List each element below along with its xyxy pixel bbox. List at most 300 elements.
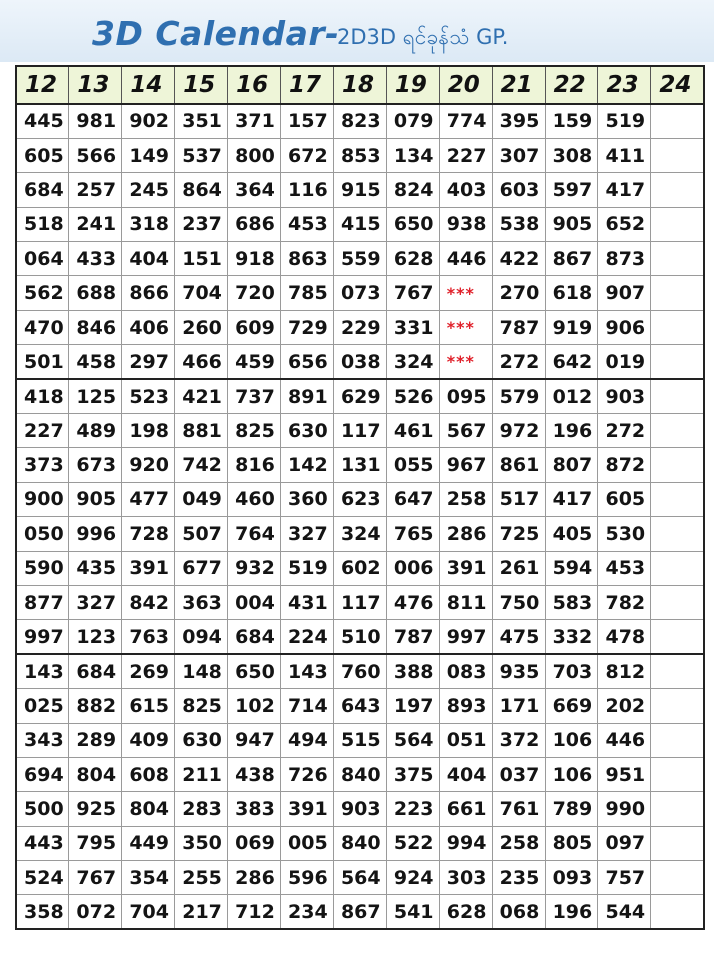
table-row [16, 689, 704, 723]
result-cell: 012 [545, 379, 598, 413]
result-cell: 694 [16, 757, 69, 791]
result-cell: 630 [281, 414, 334, 448]
header-row [16, 66, 704, 104]
result-cell: 605 [16, 138, 69, 172]
result-cell: 767 [69, 861, 122, 895]
column-header: 12 [16, 66, 69, 104]
result-cell: 324 [386, 345, 439, 379]
result-cell: 258 [439, 482, 492, 516]
result-cell: 684 [16, 173, 69, 207]
result-cell: 449 [122, 826, 175, 860]
result-cell: 500 [16, 792, 69, 826]
result-cell: 688 [69, 276, 122, 310]
result-cell: 825 [175, 689, 228, 723]
result-cell: 404 [122, 242, 175, 276]
result-cell: 935 [492, 654, 545, 688]
table-row [16, 861, 704, 895]
result-cell: 642 [545, 345, 598, 379]
result-cell: 811 [439, 585, 492, 619]
result-cell: 742 [175, 448, 228, 482]
result-cell: 025 [16, 689, 69, 723]
result-cell: 272 [598, 414, 651, 448]
result-cell: 881 [175, 414, 228, 448]
result-cell: 628 [439, 895, 492, 929]
result-cell: 297 [122, 345, 175, 379]
result-cell: 421 [175, 379, 228, 413]
result-cell: 906 [598, 310, 651, 344]
result-cell: 461 [386, 414, 439, 448]
result-cell: 669 [545, 689, 598, 723]
result-cell: 764 [228, 517, 281, 551]
result-cell: 159 [545, 104, 598, 138]
result-cell: 286 [439, 517, 492, 551]
result-cell: 997 [16, 620, 69, 654]
result-cell: 257 [69, 173, 122, 207]
result-cell: 019 [598, 345, 651, 379]
result-cell: 650 [386, 207, 439, 241]
result-cell: 258 [492, 826, 545, 860]
result-cell: 900 [16, 482, 69, 516]
result-cell: 466 [175, 345, 228, 379]
result-cell: 358 [16, 895, 69, 929]
result-cell: 446 [439, 242, 492, 276]
result-cell: 765 [386, 517, 439, 551]
result-cell: 686 [228, 207, 281, 241]
result-cell: 134 [386, 138, 439, 172]
result-cell: 224 [281, 620, 334, 654]
result-cell: 049 [175, 482, 228, 516]
result-cell: 417 [598, 173, 651, 207]
result-cell: 608 [122, 757, 175, 791]
column-header: 23 [598, 66, 651, 104]
result-cell: 515 [333, 723, 386, 757]
result-cell: 609 [228, 310, 281, 344]
result-cell: 470 [16, 310, 69, 344]
result-cell: *** [439, 276, 492, 310]
result-cell: 260 [175, 310, 228, 344]
result-cell: 891 [281, 379, 334, 413]
result-cell: 363 [175, 585, 228, 619]
result-cell: 517 [492, 482, 545, 516]
column-header: 15 [175, 66, 228, 104]
result-cell: 148 [175, 654, 228, 688]
result-cell: 143 [281, 654, 334, 688]
result-cell [651, 310, 704, 344]
result-cell: 804 [69, 757, 122, 791]
result-cell: 438 [228, 757, 281, 791]
result-cell: 714 [281, 689, 334, 723]
result-cell: 038 [333, 345, 386, 379]
result-cell: 526 [386, 379, 439, 413]
result-cell: 143 [16, 654, 69, 688]
result-cell: 255 [175, 861, 228, 895]
result-cell [651, 414, 704, 448]
result-cell [651, 826, 704, 860]
table-row [16, 482, 704, 516]
result-cell: 903 [333, 792, 386, 826]
result-cell: *** [439, 345, 492, 379]
result-cell: 050 [16, 517, 69, 551]
result-cell: 004 [228, 585, 281, 619]
column-header: 17 [281, 66, 334, 104]
result-cell: 324 [333, 517, 386, 551]
result-cell: 861 [492, 448, 545, 482]
result-cell: 064 [16, 242, 69, 276]
result-cell: 364 [228, 173, 281, 207]
result-cell: 417 [545, 482, 598, 516]
result-cell: 197 [386, 689, 439, 723]
result-cell: 918 [228, 242, 281, 276]
result-cell: 673 [69, 448, 122, 482]
table-row [16, 826, 704, 860]
result-cell: 805 [545, 826, 598, 860]
result-cell [651, 242, 704, 276]
result-cell: 102 [228, 689, 281, 723]
result-cell: 866 [122, 276, 175, 310]
result-cell: 824 [386, 173, 439, 207]
column-header: 21 [492, 66, 545, 104]
result-cell: 947 [228, 723, 281, 757]
result-cell: 583 [545, 585, 598, 619]
result-cell: 073 [333, 276, 386, 310]
result-cell: 289 [69, 723, 122, 757]
result-cell [651, 138, 704, 172]
result-cell: 123 [69, 620, 122, 654]
result-cell: 629 [333, 379, 386, 413]
result-cell [651, 207, 704, 241]
result-cell: 893 [439, 689, 492, 723]
result-cell: 403 [439, 173, 492, 207]
table-row [16, 585, 704, 619]
result-cell: 594 [545, 551, 598, 585]
result-cell: 564 [386, 723, 439, 757]
table-row [16, 173, 704, 207]
result-cell: 579 [492, 379, 545, 413]
result-cell: 728 [122, 517, 175, 551]
result-cell: 494 [281, 723, 334, 757]
table-row [16, 310, 704, 344]
result-cell: 567 [439, 414, 492, 448]
result-cell: 720 [228, 276, 281, 310]
result-cell: 097 [598, 826, 651, 860]
result-cell: 938 [439, 207, 492, 241]
table-row [16, 723, 704, 757]
result-cell [651, 551, 704, 585]
result-cell: 996 [69, 517, 122, 551]
result-cell: 283 [175, 792, 228, 826]
result-cell: 269 [122, 654, 175, 688]
result-cell: 371 [228, 104, 281, 138]
result-cell: 924 [386, 861, 439, 895]
table-row [16, 242, 704, 276]
result-cell: 261 [492, 551, 545, 585]
result-cell: 842 [122, 585, 175, 619]
result-cell [651, 448, 704, 482]
table-row [16, 517, 704, 551]
result-cell: 272 [492, 345, 545, 379]
result-cell: 005 [281, 826, 334, 860]
result-cell: 863 [281, 242, 334, 276]
result-cell: 757 [598, 861, 651, 895]
column-header: 18 [333, 66, 386, 104]
result-cell: 117 [333, 585, 386, 619]
result-cell: 332 [545, 620, 598, 654]
result-cell: 211 [175, 757, 228, 791]
result-cell: 404 [439, 757, 492, 791]
result-cell: 094 [175, 620, 228, 654]
table-row [16, 207, 704, 241]
result-cell: 519 [281, 551, 334, 585]
result-cell: 151 [175, 242, 228, 276]
result-cell: 782 [598, 585, 651, 619]
result-cell: 867 [545, 242, 598, 276]
result-cell: 541 [386, 895, 439, 929]
result-cell: 142 [281, 448, 334, 482]
result-cell: 475 [492, 620, 545, 654]
result-cell: 198 [122, 414, 175, 448]
result-cell: 458 [69, 345, 122, 379]
result-cell: 650 [228, 654, 281, 688]
calendar-table [15, 65, 705, 930]
result-cell: 905 [69, 482, 122, 516]
column-header: 13 [69, 66, 122, 104]
result-cell: 903 [598, 379, 651, 413]
table-row [16, 104, 704, 138]
result-cell: 915 [333, 173, 386, 207]
result-cell: 864 [175, 173, 228, 207]
result-cell: 443 [16, 826, 69, 860]
result-cell: 478 [598, 620, 651, 654]
result-cell: 431 [281, 585, 334, 619]
column-header: 20 [439, 66, 492, 104]
table-row [16, 620, 704, 654]
result-cell: 602 [333, 551, 386, 585]
result-cell: 235 [492, 861, 545, 895]
result-cell: 605 [598, 482, 651, 516]
result-cell: 522 [386, 826, 439, 860]
page-title: 3D Calendar- [92, 14, 340, 53]
result-cell: 055 [386, 448, 439, 482]
result-cell: 840 [333, 826, 386, 860]
result-cell: *** [439, 310, 492, 344]
result-cell: 628 [386, 242, 439, 276]
result-cell: 354 [122, 861, 175, 895]
table-row [16, 895, 704, 929]
result-cell: 237 [175, 207, 228, 241]
result-cell: 907 [598, 276, 651, 310]
result-cell: 375 [386, 757, 439, 791]
result-cell: 760 [333, 654, 386, 688]
result-cell: 652 [598, 207, 651, 241]
result-cell: 083 [439, 654, 492, 688]
result-cell: 774 [439, 104, 492, 138]
result-cell: 643 [333, 689, 386, 723]
result-cell: 405 [545, 517, 598, 551]
result-cell: 990 [598, 792, 651, 826]
result-cell: 391 [439, 551, 492, 585]
table-row [16, 276, 704, 310]
result-cell: 905 [545, 207, 598, 241]
result-cell [651, 895, 704, 929]
result-cell: 795 [69, 826, 122, 860]
result-cell: 477 [122, 482, 175, 516]
result-cell: 873 [598, 242, 651, 276]
result-cell: 051 [439, 723, 492, 757]
result-cell: 350 [175, 826, 228, 860]
result-cell: 787 [386, 620, 439, 654]
result-cell: 704 [122, 895, 175, 929]
result-cell [651, 792, 704, 826]
result-cell: 951 [598, 757, 651, 791]
result-cell: 932 [228, 551, 281, 585]
result-cell: 919 [545, 310, 598, 344]
result-cell: 409 [122, 723, 175, 757]
result-cell: 544 [598, 895, 651, 929]
result-cell: 785 [281, 276, 334, 310]
result-cell: 149 [122, 138, 175, 172]
result-cell: 807 [545, 448, 598, 482]
result-cell: 327 [281, 517, 334, 551]
result-cell: 853 [333, 138, 386, 172]
result-cell: 318 [122, 207, 175, 241]
result-cell: 411 [598, 138, 651, 172]
result-cell: 812 [598, 654, 651, 688]
result-cell: 303 [439, 861, 492, 895]
table-row [16, 379, 704, 413]
result-cell [651, 620, 704, 654]
result-cell: 925 [69, 792, 122, 826]
result-cell: 877 [16, 585, 69, 619]
result-cell [651, 379, 704, 413]
result-cell: 623 [333, 482, 386, 516]
result-cell [651, 723, 704, 757]
result-cell: 245 [122, 173, 175, 207]
table-row [16, 654, 704, 688]
result-cell: 596 [281, 861, 334, 895]
table-row [16, 757, 704, 791]
result-cell: 196 [545, 414, 598, 448]
result-cell: 846 [69, 310, 122, 344]
result-cell [651, 276, 704, 310]
result-cell: 630 [175, 723, 228, 757]
column-header: 22 [545, 66, 598, 104]
result-cell: 383 [228, 792, 281, 826]
result-cell: 677 [175, 551, 228, 585]
result-cell: 395 [492, 104, 545, 138]
result-cell: 972 [492, 414, 545, 448]
result-cell: 453 [281, 207, 334, 241]
result-cell [651, 585, 704, 619]
result-cell: 388 [386, 654, 439, 688]
result-cell: 559 [333, 242, 386, 276]
result-cell: 530 [598, 517, 651, 551]
result-cell: 415 [333, 207, 386, 241]
result-cell: 072 [69, 895, 122, 929]
table-row [16, 414, 704, 448]
result-cell: 994 [439, 826, 492, 860]
result-cell: 125 [69, 379, 122, 413]
result-cell: 523 [122, 379, 175, 413]
column-header: 14 [122, 66, 175, 104]
result-cell: 566 [69, 138, 122, 172]
result-cell: 360 [281, 482, 334, 516]
result-cell: 703 [545, 654, 598, 688]
result-cell: 825 [228, 414, 281, 448]
result-cell: 286 [228, 861, 281, 895]
result-cell: 308 [545, 138, 598, 172]
result-cell [651, 104, 704, 138]
result-cell: 763 [122, 620, 175, 654]
result-cell: 726 [281, 757, 334, 791]
result-cell: 647 [386, 482, 439, 516]
result-cell: 519 [598, 104, 651, 138]
result-cell [651, 173, 704, 207]
result-cell: 435 [69, 551, 122, 585]
result-cell: 095 [439, 379, 492, 413]
result-cell: 372 [492, 723, 545, 757]
result-cell: 712 [228, 895, 281, 929]
result-cell: 391 [122, 551, 175, 585]
page-subtitle: 2D3D ရင်ခုန်သံ GP. [337, 25, 509, 49]
result-cell: 331 [386, 310, 439, 344]
result-cell: 510 [333, 620, 386, 654]
result-cell: 967 [439, 448, 492, 482]
result-cell: 597 [545, 173, 598, 207]
result-cell: 037 [492, 757, 545, 791]
result-cell: 171 [492, 689, 545, 723]
result-cell: 157 [281, 104, 334, 138]
result-cell: 767 [386, 276, 439, 310]
result-cell: 093 [545, 861, 598, 895]
result-cell: 217 [175, 895, 228, 929]
result-cell [651, 345, 704, 379]
result-cell: 615 [122, 689, 175, 723]
result-cell: 618 [545, 276, 598, 310]
title-banner [0, 0, 714, 62]
result-cell [651, 482, 704, 516]
result-cell: 116 [281, 173, 334, 207]
result-cell: 406 [122, 310, 175, 344]
result-cell: 564 [333, 861, 386, 895]
result-cell: 882 [69, 689, 122, 723]
result-cell: 307 [492, 138, 545, 172]
result-cell: 445 [16, 104, 69, 138]
result-cell: 902 [122, 104, 175, 138]
result-cell: 800 [228, 138, 281, 172]
column-header: 24 [651, 66, 704, 104]
result-cell: 816 [228, 448, 281, 482]
result-cell [651, 689, 704, 723]
table-row [16, 138, 704, 172]
result-cell: 229 [333, 310, 386, 344]
result-cell: 391 [281, 792, 334, 826]
result-cell: 501 [16, 345, 69, 379]
result-cell: 672 [281, 138, 334, 172]
result-cell: 373 [16, 448, 69, 482]
result-cell: 562 [16, 276, 69, 310]
result-cell: 460 [228, 482, 281, 516]
result-cell: 459 [228, 345, 281, 379]
result-cell: 684 [69, 654, 122, 688]
result-cell: 725 [492, 517, 545, 551]
result-cell: 446 [598, 723, 651, 757]
result-cell: 823 [333, 104, 386, 138]
result-cell: 840 [333, 757, 386, 791]
result-cell: 507 [175, 517, 228, 551]
result-cell: 704 [175, 276, 228, 310]
result-cell: 117 [333, 414, 386, 448]
result-cell: 234 [281, 895, 334, 929]
